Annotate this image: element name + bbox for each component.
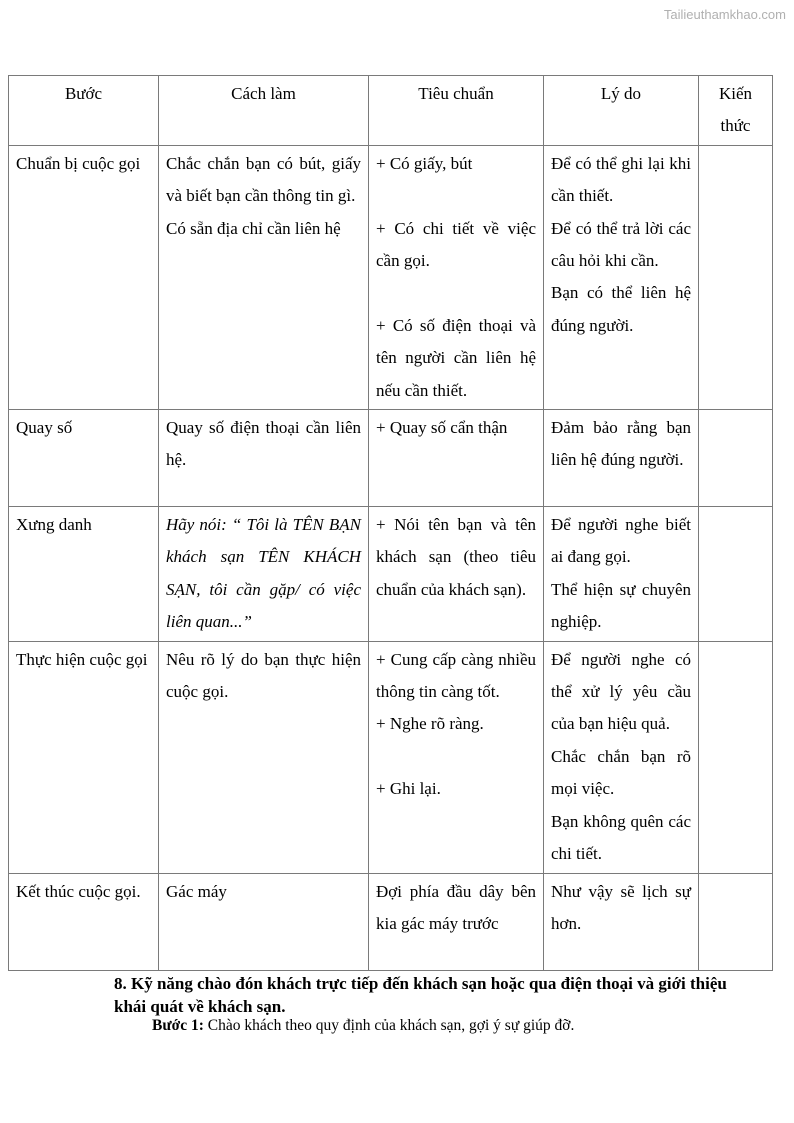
cell-tieu-chuan: [369, 873, 544, 970]
table-row: [9, 641, 773, 873]
table-header-row: [9, 76, 773, 146]
cell-text: Gác máy: [166, 881, 227, 901]
step-1-text: Chào khách theo quy định của khách sạn, gợi ý sự giúp đỡ.: [203, 1017, 575, 1034]
cell-text: Bạn không quên các chi tiết.: [551, 811, 691, 864]
header-tieu-chuan: Tiêu chuẩn: [369, 76, 544, 146]
cell-text: Để người nghe biết ai đang gọi.: [551, 515, 691, 567]
cell-ly-do: [544, 873, 699, 970]
cell-cach-lam: [159, 641, 369, 873]
header-kien-thuc: Kiến thức: [699, 76, 773, 146]
cell-text: + Có chi tiết về việc cần gọi.: [376, 218, 536, 271]
header-cach-lam: Cách làm: [159, 76, 369, 146]
table-row: [9, 873, 773, 970]
watermark: Tailieuthamkhao.com: [663, 7, 786, 22]
phone-call-steps-table: [8, 75, 773, 971]
cell-ly-do: [544, 145, 699, 409]
cell-text: Thể hiện sự chuyên nghiệp.: [551, 579, 691, 632]
cell-text: + Có số điện thoại và tên người cần liên hệ nếu cần thiết.: [376, 315, 536, 400]
cell-buoc: Xưng danh: [9, 507, 159, 642]
cell-text: + Nói tên bạn và tên khách sạn (theo tiêu chuẩn của khách sạn).: [376, 515, 536, 599]
table-row: [9, 410, 773, 507]
table-row: [9, 507, 773, 642]
cell-cach-lam: [159, 507, 369, 642]
cell-text: Như vậy sẽ lịch sự hơn.: [551, 881, 691, 933]
cell-text: + Có giấy, bút: [376, 153, 473, 173]
cell-ly-do: [544, 641, 699, 873]
cell-tieu-chuan: [369, 410, 544, 507]
cell-text: + Ghi lại.: [376, 779, 441, 799]
cell-text: Đảm bảo rằng bạn liên hệ đúng người.: [551, 418, 691, 470]
cell-buoc: Chuẩn bị cuộc gọi: [9, 145, 159, 409]
step-1-paragraph: [152, 1016, 772, 1036]
cell-text: + Cung cấp càng nhiều thông tin càng tốt.: [376, 649, 536, 702]
cell-kien-thuc: [699, 507, 773, 642]
cell-tieu-chuan: [369, 145, 544, 409]
cell-text: Chắc chắn bạn rõ mọi việc.: [551, 746, 691, 799]
step-1-label: Bước 1:: [152, 1017, 204, 1034]
header-buoc: Bước: [9, 76, 159, 146]
cell-kien-thuc: [699, 410, 773, 507]
cell-text: Có sẵn địa chỉ cần liên hệ: [166, 218, 341, 238]
cell-text: Chắc chắn bạn có bút, giấy và biết bạn cần thông tin gì.: [166, 153, 361, 206]
cell-text: Đợi phía đầu dây bên kia gác máy trước: [376, 881, 536, 933]
section-heading: 8. Kỹ năng chào đón khách trực tiếp đến khách sạn hoặc qua điện thoại và giới thiệu khái quát về khách sạn.: [114, 974, 727, 1016]
cell-buoc: Quay số: [9, 410, 159, 507]
cell-text: + Nghe rõ ràng.: [376, 714, 484, 734]
cell-text: Bạn có thể liên hệ đúng người.: [551, 283, 691, 335]
cell-buoc: Kết thúc cuộc gọi.: [9, 873, 159, 970]
cell-cach-lam: [159, 145, 369, 409]
cell-ly-do: [544, 410, 699, 507]
cell-text: Hãy nói: “ Tôi là TÊN BẠN khách sạn TÊN KHÁCH SẠN, tôi cần gặp/ có việc liên quan...”: [166, 515, 361, 632]
cell-ly-do: [544, 507, 699, 642]
cell-tieu-chuan: [369, 507, 544, 642]
table-row: [9, 145, 773, 409]
cell-kien-thuc: [699, 873, 773, 970]
cell-text: Nêu rõ lý do bạn thực hiện cuộc gọi.: [166, 649, 361, 702]
cell-kien-thuc: [699, 145, 773, 409]
cell-cach-lam: [159, 873, 369, 970]
cell-kien-thuc: [699, 641, 773, 873]
cell-text: Quay số điện thoại cần liên hệ.: [166, 418, 361, 470]
header-ly-do: Lý do: [544, 76, 699, 146]
cell-text: + Quay số cẩn thận: [376, 418, 508, 438]
cell-buoc: Thực hiện cuộc gọi: [9, 641, 159, 873]
cell-text: Để có thể ghi lại khi cần thiết.: [551, 153, 691, 206]
cell-text: Để có thể trả lời các câu hỏi khi cần.: [551, 218, 691, 271]
cell-tieu-chuan: [369, 641, 544, 873]
cell-cach-lam: [159, 410, 369, 507]
cell-text: Để người nghe có thể xử lý yêu cầu của bạn hiệu quả.: [551, 649, 691, 734]
